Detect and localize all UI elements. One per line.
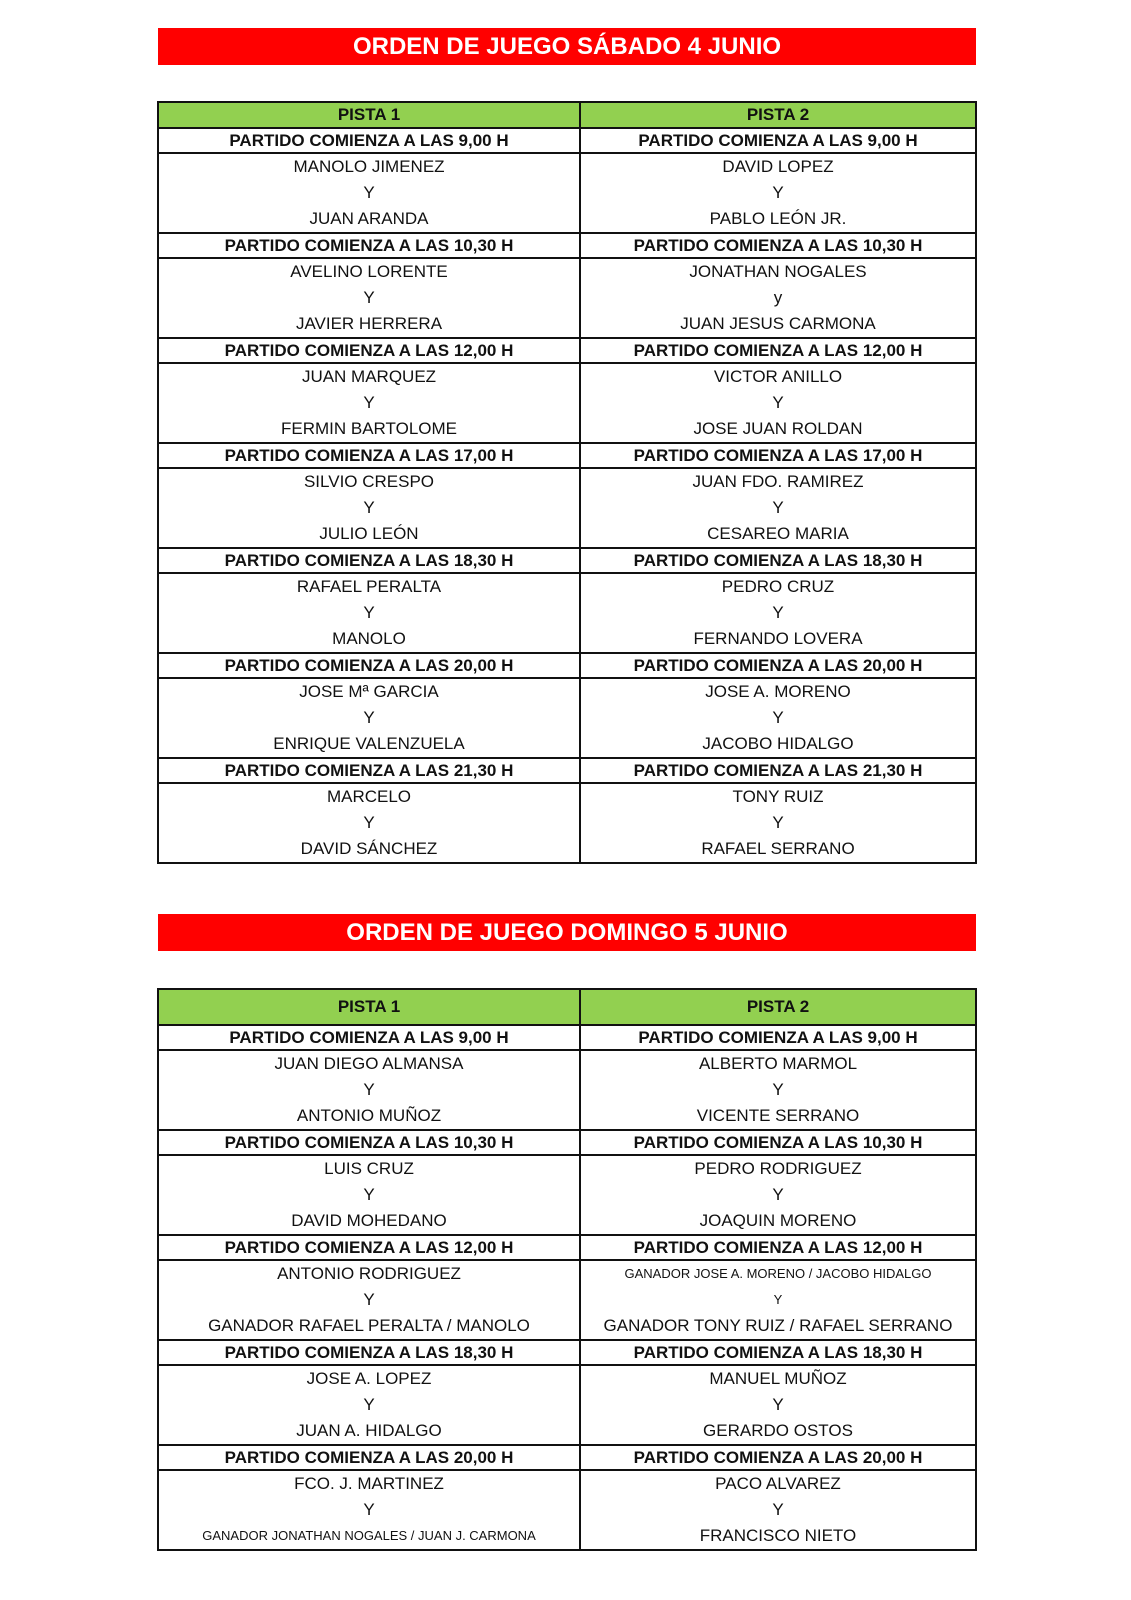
separator: Y — [772, 1080, 784, 1099]
schedule-table-sunday — [157, 988, 977, 1551]
match-time: PARTIDO COMIENZA A LAS 20,00 H — [158, 653, 580, 678]
player-b: GANADOR JONATHAN NOGALES / JUAN J. CARMONA — [202, 1528, 536, 1543]
player-a: TONY RUIZ — [732, 787, 824, 806]
player-b: RAFAEL SERRANO — [701, 839, 855, 858]
time-row — [158, 1340, 976, 1365]
player-a: DAVID LOPEZ — [722, 157, 834, 176]
player-a: JOSE Mª GARCIA — [299, 682, 439, 701]
match-row — [158, 1050, 976, 1130]
match-court-2 — [580, 573, 976, 653]
day-title-saturday: ORDEN DE JUEGO SÁBADO 4 JUNIO — [158, 28, 976, 65]
player-b: JUAN ARANDA — [309, 209, 429, 228]
match-time: PARTIDO COMIENZA A LAS 21,30 H — [158, 758, 580, 783]
time-row — [158, 338, 976, 363]
player-b: FRANCISCO NIETO — [699, 1526, 857, 1545]
player-a: JUAN FDO. RAMIREZ — [692, 472, 864, 491]
player-b: MANOLO — [332, 629, 406, 648]
match-row — [158, 783, 976, 863]
player-a: GANADOR JOSE A. MORENO / JACOBO HIDALGO — [624, 1266, 932, 1281]
match-court-2 — [580, 678, 976, 758]
match-court-2 — [580, 153, 976, 233]
player-b: GANADOR RAFAEL PERALTA / MANOLO — [208, 1316, 530, 1335]
match-row — [158, 1155, 976, 1235]
match-time: PARTIDO COMIENZA A LAS 10,30 H — [158, 1130, 580, 1155]
player-a: ANTONIO RODRIGUEZ — [277, 1264, 461, 1283]
separator: Y — [772, 1185, 784, 1204]
match-time: PARTIDO COMIENZA A LAS 20,00 H — [158, 1445, 580, 1470]
separator: Y — [363, 1500, 375, 1519]
player-a: RAFAEL PERALTA — [296, 577, 442, 596]
player-a: MANUEL MUÑOZ — [709, 1369, 847, 1388]
separator: Y — [363, 1080, 375, 1099]
separator: Y — [772, 393, 784, 412]
time-row — [158, 1130, 976, 1155]
player-a: MANOLO JIMENEZ — [293, 157, 445, 176]
match-time: PARTIDO COMIENZA A LAS 12,00 H — [158, 1235, 580, 1260]
match-court-2 — [580, 363, 976, 443]
match-court-1 — [158, 678, 580, 758]
match-court-1 — [158, 783, 580, 863]
separator: y — [773, 288, 783, 307]
match-row — [158, 1260, 976, 1340]
player-a: LUIS CRUZ — [324, 1159, 414, 1178]
time-row — [158, 758, 976, 783]
table-header-row — [158, 102, 976, 128]
player-b: DAVID MOHEDANO — [291, 1211, 447, 1230]
match-row — [158, 1365, 976, 1445]
player-a: JUAN DIEGO ALMANSA — [274, 1054, 464, 1073]
player-b: GERARDO OSTOS — [703, 1421, 853, 1440]
court-1-header: PISTA 1 — [158, 989, 580, 1025]
match-court-1 — [158, 1470, 580, 1550]
separator: Y — [772, 498, 784, 517]
match-time: PARTIDO COMIENZA A LAS 10,30 H — [158, 233, 580, 258]
court-2-header: PISTA 2 — [580, 102, 976, 128]
player-a: JOSE A. LOPEZ — [306, 1369, 432, 1388]
match-court-2 — [580, 1050, 976, 1130]
separator: Y — [772, 708, 784, 727]
player-b: GANADOR TONY RUIZ / RAFAEL SERRANO — [603, 1316, 953, 1335]
match-time: PARTIDO COMIENZA A LAS 20,00 H — [580, 1445, 976, 1470]
player-a: PACO ALVAREZ — [715, 1474, 841, 1493]
player-b: FERNANDO LOVERA — [693, 629, 863, 648]
separator: Y — [363, 393, 375, 412]
separator: Y — [363, 1290, 375, 1309]
match-row — [158, 1470, 976, 1550]
time-row — [158, 1235, 976, 1260]
court-1-header: PISTA 1 — [158, 102, 580, 128]
time-row — [158, 653, 976, 678]
match-time: PARTIDO COMIENZA A LAS 12,00 H — [580, 338, 976, 363]
match-court-2 — [580, 1365, 976, 1445]
player-b: CESAREO MARIA — [707, 524, 849, 543]
time-row — [158, 548, 976, 573]
separator: Y — [363, 813, 375, 832]
player-a: JOSE A. MORENO — [705, 682, 851, 701]
match-court-2 — [580, 783, 976, 863]
separator: Y — [772, 813, 784, 832]
match-time: PARTIDO COMIENZA A LAS 18,30 H — [158, 548, 580, 573]
player-a: VICTOR ANILLO — [713, 367, 843, 386]
player-a: JONATHAN NOGALES — [689, 262, 867, 281]
match-time: PARTIDO COMIENZA A LAS 10,30 H — [580, 233, 976, 258]
match-row — [158, 363, 976, 443]
player-b: JULIO LEÓN — [319, 524, 419, 543]
player-b: JACOBO HIDALGO — [702, 734, 854, 753]
time-row — [158, 443, 976, 468]
match-time: PARTIDO COMIENZA A LAS 10,30 H — [580, 1130, 976, 1155]
player-b: JUAN JESUS CARMONA — [680, 314, 876, 333]
match-court-1 — [158, 363, 580, 443]
player-a: FCO. J. MARTINEZ — [294, 1474, 444, 1493]
match-time: PARTIDO COMIENZA A LAS 9,00 H — [580, 128, 976, 153]
match-time: PARTIDO COMIENZA A LAS 18,30 H — [580, 548, 976, 573]
player-b: PABLO LEÓN JR. — [709, 209, 847, 228]
match-court-2 — [580, 468, 976, 548]
player-a: MARCELO — [326, 787, 412, 806]
separator: Y — [363, 1395, 375, 1414]
separator: Y — [363, 288, 375, 307]
match-court-1 — [158, 258, 580, 338]
match-time: PARTIDO COMIENZA A LAS 12,00 H — [158, 338, 580, 363]
court-2-header: PISTA 2 — [580, 989, 976, 1025]
player-a: ALBERTO MARMOL — [698, 1054, 858, 1073]
match-court-2 — [580, 1470, 976, 1550]
separator: Y — [363, 708, 375, 727]
separator: Y — [772, 1500, 784, 1519]
match-court-1 — [158, 573, 580, 653]
match-court-1 — [158, 1365, 580, 1445]
match-court-1 — [158, 1155, 580, 1235]
player-b: ANTONIO MUÑOZ — [296, 1106, 442, 1125]
separator: Y — [772, 183, 784, 202]
player-b: JOSE JUAN ROLDAN — [693, 419, 863, 438]
separator: Y — [363, 1185, 375, 1204]
match-court-1 — [158, 1260, 580, 1340]
player-b: DAVID SÁNCHEZ — [300, 839, 438, 858]
match-time: PARTIDO COMIENZA A LAS 17,00 H — [158, 443, 580, 468]
match-court-2 — [580, 258, 976, 338]
match-time: PARTIDO COMIENZA A LAS 12,00 H — [580, 1235, 976, 1260]
match-row — [158, 153, 976, 233]
match-time: PARTIDO COMIENZA A LAS 9,00 H — [158, 128, 580, 153]
separator: Y — [773, 1292, 783, 1307]
match-row — [158, 258, 976, 338]
match-row — [158, 573, 976, 653]
match-time: PARTIDO COMIENZA A LAS 18,30 H — [158, 1340, 580, 1365]
separator: Y — [772, 603, 784, 622]
player-b: JAVIER HERRERA — [295, 314, 443, 333]
separator: Y — [363, 603, 375, 622]
match-time: PARTIDO COMIENZA A LAS 9,00 H — [158, 1025, 580, 1050]
player-b: VICENTE SERRANO — [696, 1106, 860, 1125]
player-b: JOAQUIN MORENO — [699, 1211, 857, 1230]
match-row — [158, 468, 976, 548]
time-row — [158, 128, 976, 153]
match-time: PARTIDO COMIENZA A LAS 17,00 H — [580, 443, 976, 468]
match-court-1 — [158, 153, 580, 233]
match-time: PARTIDO COMIENZA A LAS 21,30 H — [580, 758, 976, 783]
separator: Y — [363, 498, 375, 517]
schedule-table-saturday — [157, 101, 977, 864]
time-row — [158, 1025, 976, 1050]
match-time: PARTIDO COMIENZA A LAS 18,30 H — [580, 1340, 976, 1365]
table-header-row — [158, 989, 976, 1025]
time-row — [158, 233, 976, 258]
player-a: JUAN MARQUEZ — [301, 367, 437, 386]
player-b: FERMIN BARTOLOME — [280, 419, 457, 438]
match-time: PARTIDO COMIENZA A LAS 9,00 H — [580, 1025, 976, 1050]
match-row — [158, 678, 976, 758]
match-court-2 — [580, 1155, 976, 1235]
separator: Y — [772, 1395, 784, 1414]
player-a: AVELINO LORENTE — [290, 262, 448, 281]
player-a: PEDRO RODRIGUEZ — [694, 1159, 862, 1178]
match-court-2 — [580, 1260, 976, 1340]
player-a: SILVIO CRESPO — [303, 472, 435, 491]
player-b: JUAN A. HIDALGO — [296, 1421, 442, 1440]
player-b: ENRIQUE VALENZUELA — [273, 734, 465, 753]
match-court-1 — [158, 1050, 580, 1130]
match-court-1 — [158, 468, 580, 548]
separator: Y — [363, 183, 375, 202]
time-row — [158, 1445, 976, 1470]
match-time: PARTIDO COMIENZA A LAS 20,00 H — [580, 653, 976, 678]
player-a: PEDRO CRUZ — [721, 577, 835, 596]
day-title-sunday: ORDEN DE JUEGO DOMINGO 5 JUNIO — [158, 914, 976, 951]
